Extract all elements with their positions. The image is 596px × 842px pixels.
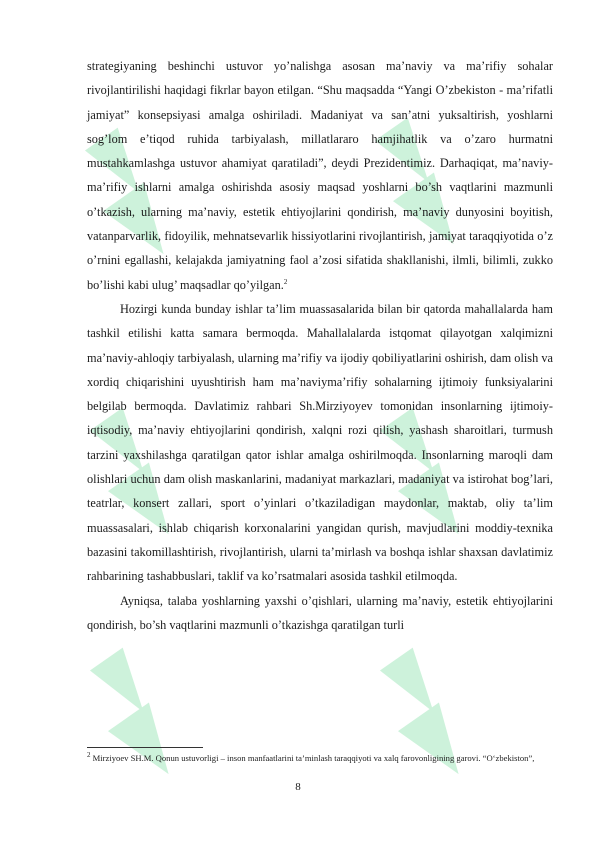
footnote-text: Mirziyoev SH.M. Qonun ustuvorligi – inson manfaatlarini ta’minlash taraqqiyoti va xalq farovonligining garovi. “O‘zbekiston”, (92, 753, 535, 763)
footnote (87, 752, 557, 764)
paragraph-3: Ayniqsa, talaba yoshlarning yaxshi o’qishlari, ularning ma’naviy, estetik ehtiyojlarini qondirish, bo’sh vaqtlarini mazmunli o’tkazishga qaratilgan turli (87, 593, 553, 632)
footnote-reference[interactable]: 2 (283, 277, 288, 286)
paragraph-continued (87, 54, 553, 297)
paragraph-2: Hozirgi kunda bunday ishlar ta’lim muassasalarida bilan bir qatorda mahallalarda ham tashkil etilishi katta samara bermoqda. Mahallalalarda istqomat qilayotgan xalqimizni ma’naviy-ahloqiy tarbiyalash, ularning ma’rifiy va ijodiy qobiliyatlarini oshirish, dam olish va xordiq chiqarishini uyushtirish ham ma’naviyma’rifiy sohalarning ijtimoiy funksiyalarini belgilab bermoqda. Davlatimiz rahbari Sh.Mirziyoyev tomonidan insonlarning ijtimoiy-iqtisodiy, ma’naviy ehtiyojlarini qondirish, xalqni rozi qilish, yashash sharoitlari, turmush tarzini yaxshilashga qaratilgan qator ishlar amalga oshirilmoqda. Insonlarning maroqli dam olishlari uchun dam olish maskanlarini, madaniyat markazlari, madaniyat va istirohat bog’lari, teatrlar, konsert zallari, sport o’yinlari o’tkaziladigan maydonlar, maktab, oliy ta’lim muassasalari, ishlab chiqarish korxonalarini yangidan qurish, mavjudlarini moddiy-texnika bazasini takomillashtirish, rivojlantirish, ularni ta’mirlash va boshqa ishlar shaxsan davlatimiz rahbarining tashabbuslari, taklif va ko’rsatmalari asosida tashkil etilmoqda. (87, 301, 553, 584)
footnote-number: 2 (87, 751, 91, 760)
watermark-logo-bottom-right (365, 640, 485, 790)
body-text (87, 54, 553, 637)
footnote-divider (87, 747, 203, 748)
paragraph-1-text: strategiyaning beshinchi ustuvor yo’nalishga asosan ma’naviy va ma’rifiy sohalar rivojlantirilishi haqidagi fikrlar bayon etilgan. “Shu maqsadda “Yangi O’zbekiston - ma’rifatli jamiyat” konsepsiyasi amalga oshiriladi. Madaniyat va san’atni yuksaltirish, yoshlarni sog’lom e’tiqod ruhida tarbiyalash, millatlararo hamjihatlik va o’zaro hurmatni mustahkamlashga ustuvor ahamiyat qaratiladi”, deydi Prezidentimiz. Darhaqiqat, ma’naviy-ma’rifiy ishlarni amalga oshirishda asosiy maqsad yoshlarni bo’sh vaqtlarini mazmunli o’tkazish, ularning ma’naviy, estetik ehtiyojlarini qondirish, ma’naviy dunyosini boyitish, vatanparvarlik, fidoyilik, mehnatsevarlik hissiyotlarini rivojlantirish, jamiyat taraqqiyotida o’z o’rnini egallashi, kelajakda jamiyatning faol a’zosi sifatida shakllanishi, ilmli, bilimli, zukko bo’lishi kabi ulug’ maqsadlar qo’yilgan. (87, 59, 553, 292)
page-number: 8 (295, 781, 301, 793)
watermark-logo-bottom-left (75, 640, 195, 790)
